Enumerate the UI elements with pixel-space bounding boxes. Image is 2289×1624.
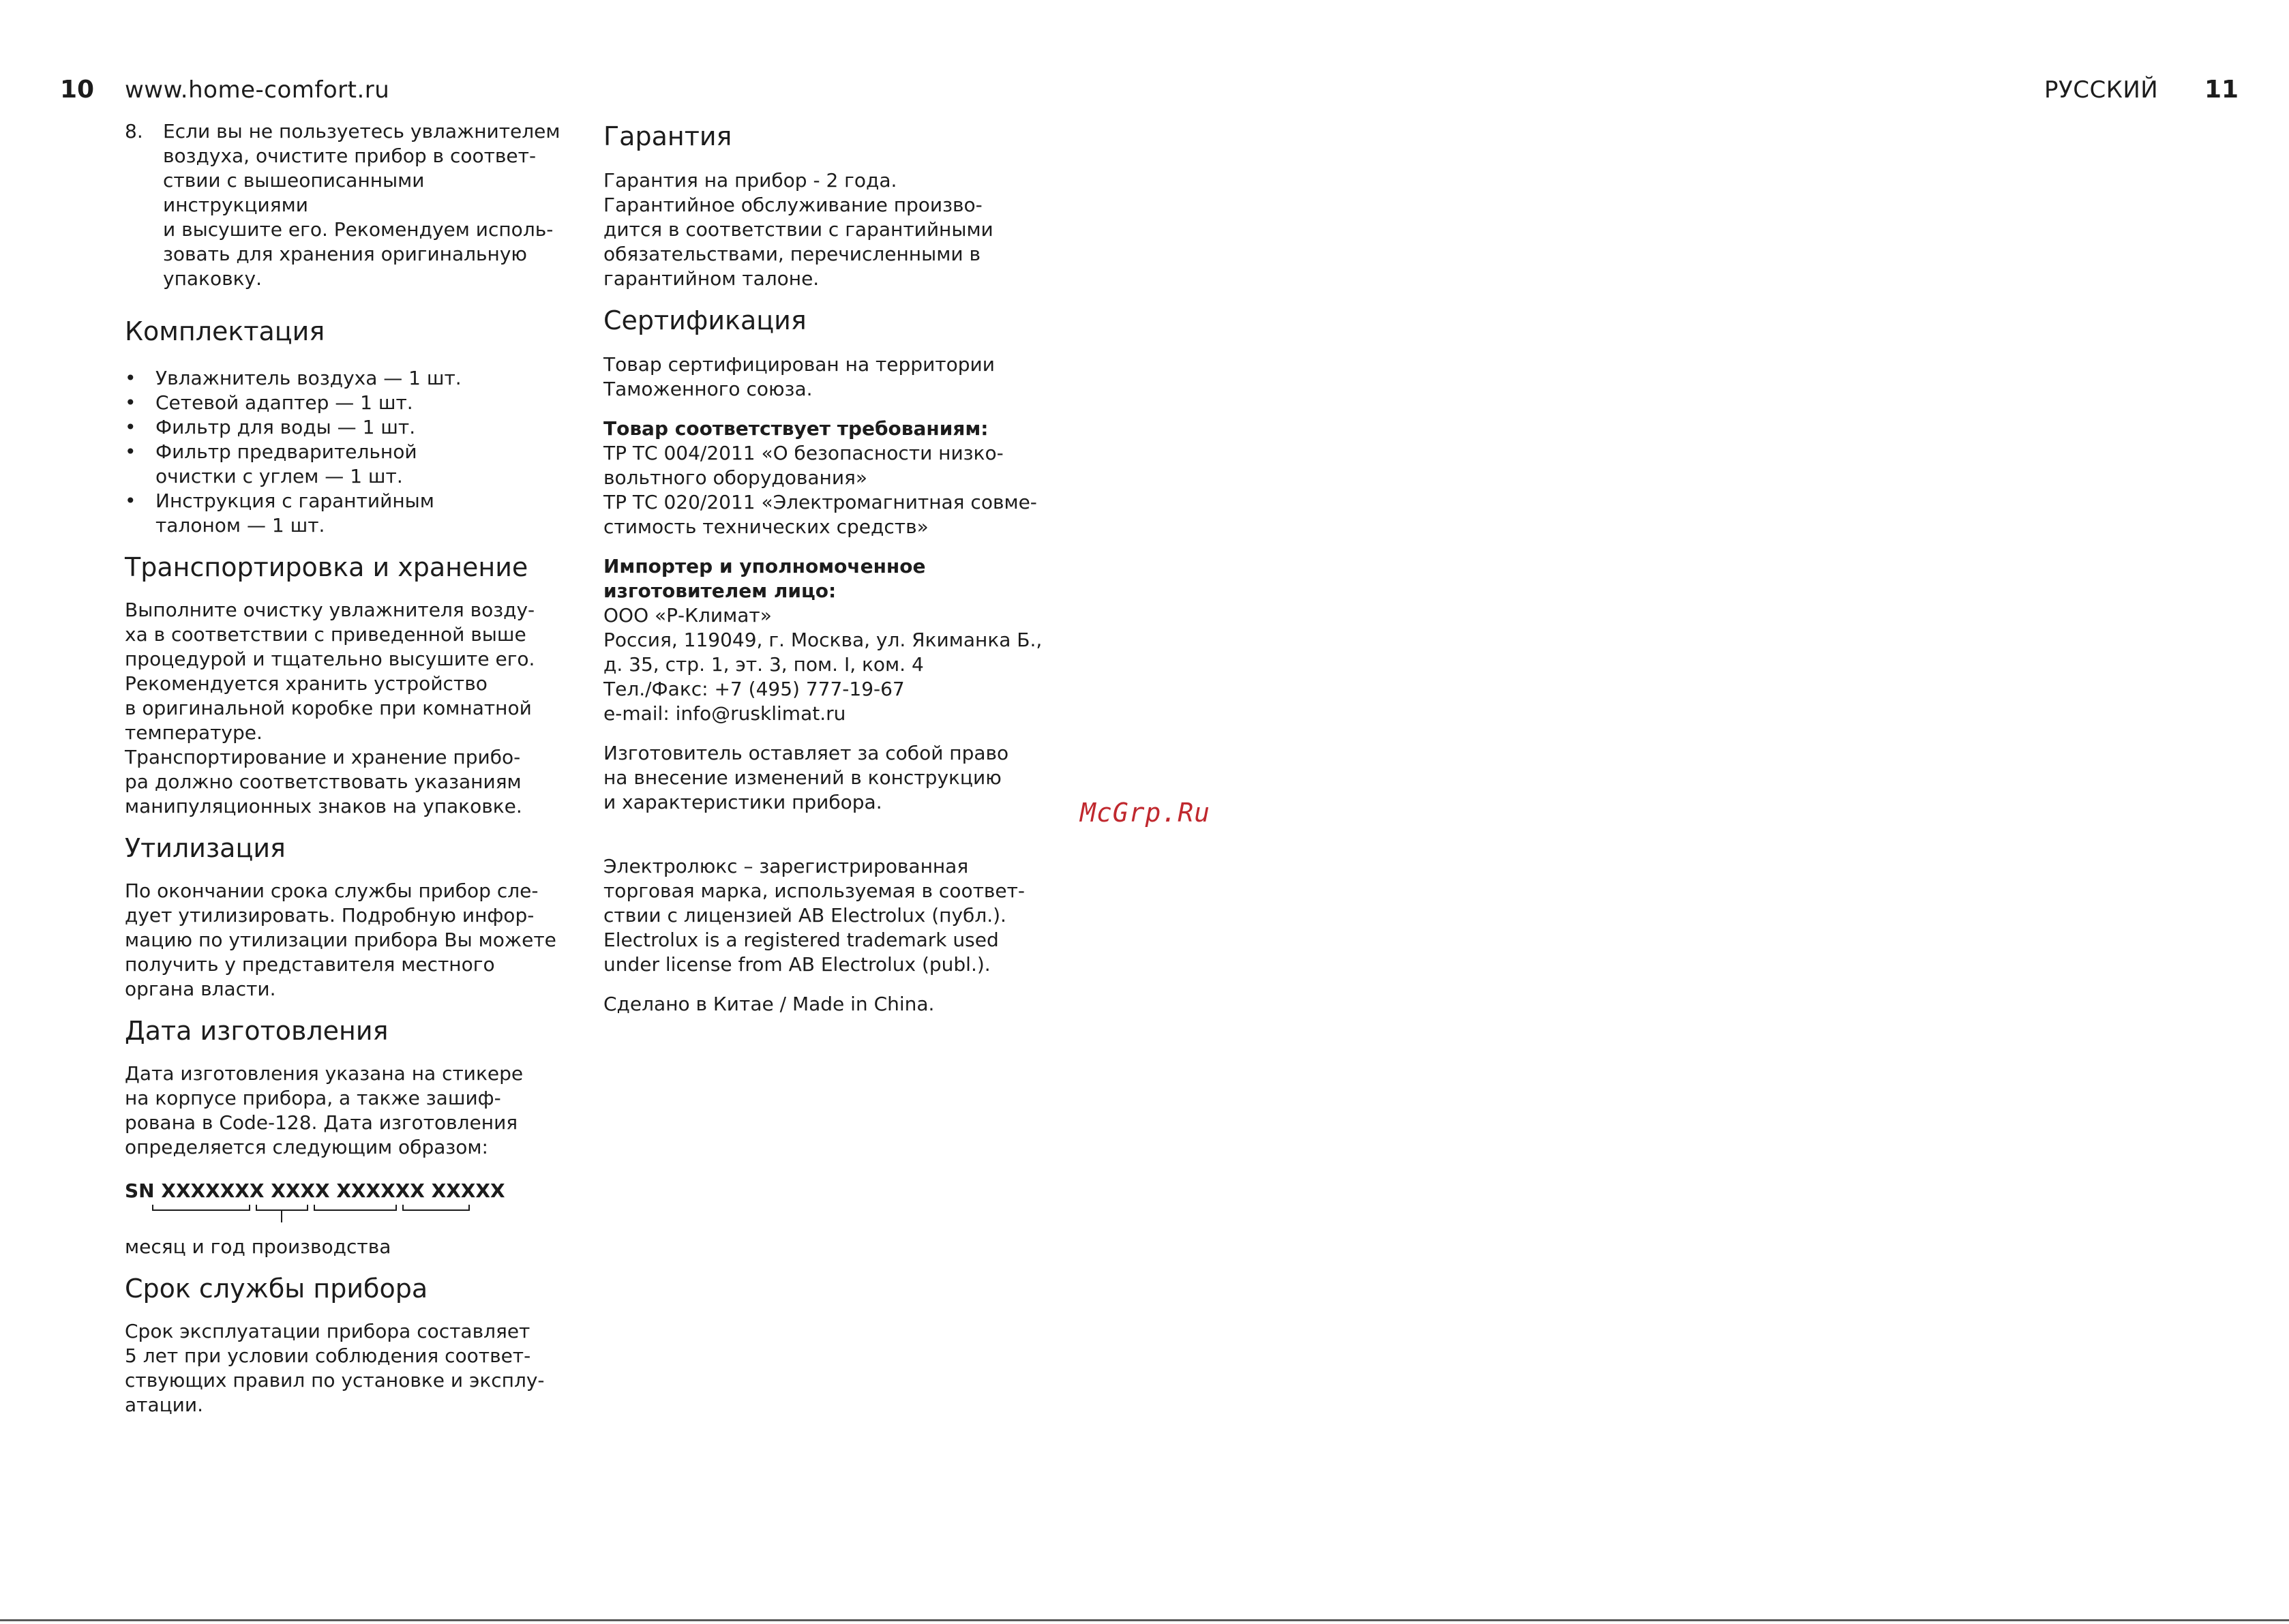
made-in-text: Сделано в Китае / Made in China. [603, 993, 935, 1015]
transport-heading: Транспортировка и хранение [125, 552, 528, 582]
serial-number-code: SN XXXXXXX XXXX XXXXXX XXXXX [125, 1179, 505, 1202]
warranty-text: Гарантия на прибор - 2 года. Гарантийное обслуживание произво- дится в соответствии с гарантийными обязательствами, перечисленными в гарантийном талоне. [603, 169, 993, 290]
changes-text: Изготовитель оставляет за собой право на внесение изменений в конструкцию и характеристики прибора. [603, 742, 1009, 813]
serial-number-diagram [125, 1179, 575, 1236]
item-text: Если вы не пользуетесь увлажнителем воздуха, очистите прибор в соответ- ствии с вышеописанными инструкциями и высушите его. Рекомендуем исполь- зовать для хранения оригинальную упаковку. [163, 120, 560, 290]
list-item: • Увлажнитель воздуха — 1 шт. [125, 367, 462, 389]
bullet-icon: • [125, 367, 136, 389]
requirements-text: ТР ТС 004/2011 «О безопасности низко- вольтного оборудования» ТР ТС 020/2011 «Электромагнитная совме- стимость технических средств» [603, 442, 1037, 538]
list-item: • Фильтр для воды — 1 шт. [125, 416, 416, 438]
manufacture-date-text: Дата изготовления указана на стикере на корпусе прибора, а также зашиф- рована в Code-128. Дата изготовления определяется следующим образом: [125, 1062, 524, 1158]
service-life-heading: Срок службы прибора [125, 1274, 428, 1304]
language-label: РУССКИЙ [2044, 76, 2159, 104]
transport-text: Выполните очистку увлажнителя возду- ха в соответствии с приведенной выше процедурой и тщательно высушите его. Рекомендуется хранить устройство в оригинальной коробке при комнатной температуре. Транспортирование и хранение прибо- ра должно соответствовать указаниям манипуляционных знаков на упаковке. [125, 599, 535, 817]
list-item: • Фильтр предварительной очистки с углем — 1 шт. [125, 440, 417, 487]
item-number: 8. [125, 120, 143, 142]
bullet-icon: • [125, 391, 136, 414]
page-number-left: 10 [60, 76, 95, 104]
site-url: www.home-comfort.ru [125, 76, 390, 104]
trademark-text: Электролюкс – зарегистрированная торговая марка, используемая в соответ- ствии с лицензией AB Electrolux (публ.). Electrolux is a registered trademark used under license from AB Electrolux (publ.). [603, 855, 1026, 976]
certification-heading: Сертификация [603, 305, 807, 335]
serial-bracket-lines [125, 1202, 507, 1235]
importer-text: ООО «Р-Климат» Россия, 119049, г. Москва, ул. Якиманка Б., д. 35, стр. 1, эт. 3, пом. I, ком. 4 Тел./Факс: +7 (495) 777-19-67 e-mail: info@rusklimat.ru [603, 604, 1043, 725]
warranty-heading: Гарантия [603, 121, 732, 151]
disposal-heading: Утилизация [125, 833, 286, 863]
manufacture-date-heading: Дата изготовления [125, 1016, 389, 1046]
list-item-8 [125, 119, 575, 291]
service-life-text: Срок эксплуатации прибора составляет 5 лет при условии соблюдения соответ- ствующих правил по установке и эксплу- атации. [125, 1320, 545, 1416]
certification-text: Товар сертифицирован на территории Таможенного союза. [603, 353, 995, 400]
bullet-icon: • [125, 416, 136, 438]
kit-heading: Комплектация [125, 316, 325, 346]
list-item: • Сетевой адаптер — 1 шт. [125, 391, 413, 414]
importer-title: Импортер и уполномоченное изготовителем лицо: [603, 555, 926, 602]
bullet-icon: • [125, 490, 136, 512]
left-column [125, 119, 575, 1417]
middle-column [603, 119, 1053, 1017]
requirements-title: Товар соответствует требованиям: [603, 417, 989, 440]
serial-caption: месяц и год производства [125, 1235, 391, 1258]
bottom-divider [0, 1619, 2289, 1621]
disposal-text: По окончании срока службы прибор сле- дует утилизировать. Подробную инфор- мацию по утилизации прибора Вы можете получить у представителя местного органа власти. [125, 879, 556, 1000]
watermark-logo: McGrp.Ru [1080, 798, 1211, 828]
list-item: • Инструкция с гарантийным талоном — 1 шт. [125, 490, 434, 537]
bullet-icon: • [125, 440, 136, 463]
page-number-right: 11 [2204, 76, 2239, 104]
kit-list [125, 366, 575, 538]
